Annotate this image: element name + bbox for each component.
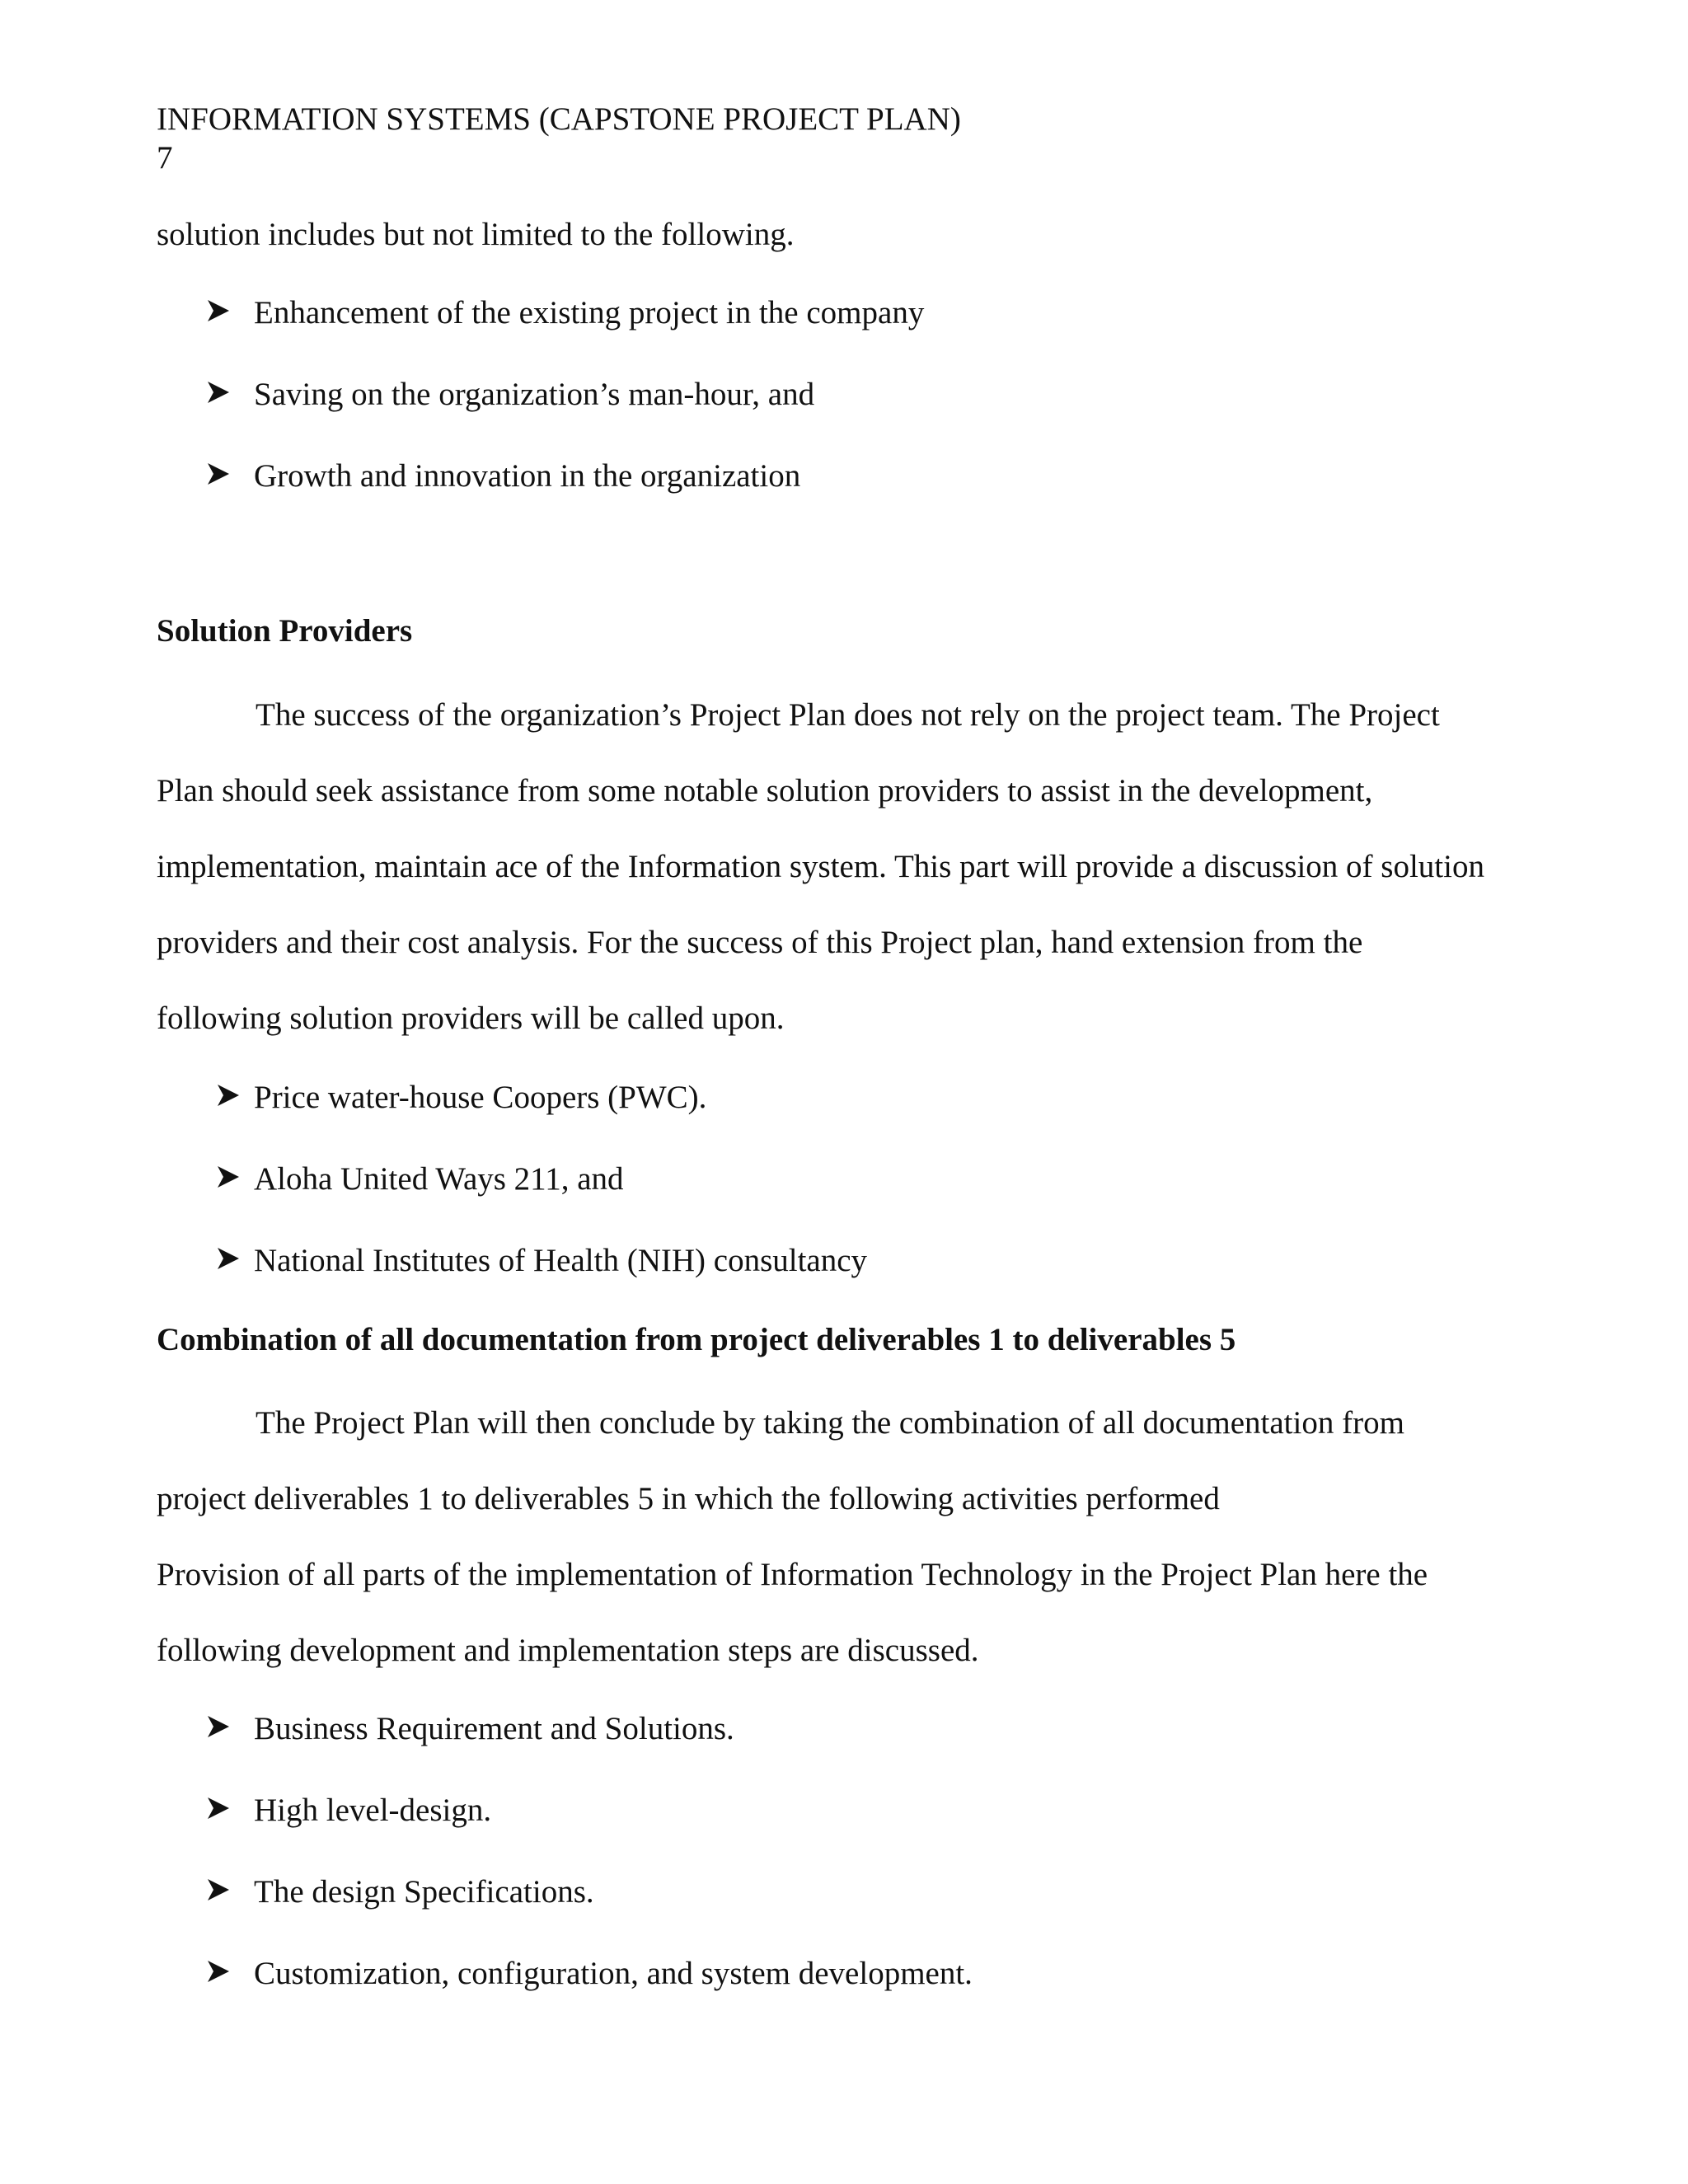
section-heading: Solution Providers — [157, 613, 413, 649]
list-item-text: Enhancement of the existing project in the company — [254, 295, 925, 330]
paragraph-line: project deliverables 1 to deliverables 5 in which the following activities performed — [157, 1481, 1220, 1516]
arrow-bullet-icon — [206, 380, 231, 405]
list-item-text: Saving on the organization’s man-hour, and — [254, 377, 815, 412]
arrow-bullet-icon — [216, 1083, 241, 1108]
section-heading: Combination of all documentation from project deliverables 1 to deliverables 5 — [157, 1322, 1236, 1357]
arrow-bullet-icon — [206, 1714, 231, 1739]
arrow-bullet-icon — [216, 1165, 241, 1189]
list-item — [0, 1081, 1688, 1118]
paragraph-line: following solution providers will be called upon. — [157, 1001, 785, 1036]
intro-paragraph: solution includes but not limited to the following. — [157, 217, 795, 252]
list-item-text: Aloha United Ways 211, and — [254, 1161, 624, 1197]
list-item-text: The design Specifications. — [254, 1874, 594, 1910]
list-item — [0, 1163, 1688, 1199]
list-item — [0, 1876, 1688, 1912]
paragraph-line: providers and their cost analysis. For the success of this Project plan, hand extension from the — [157, 925, 1363, 960]
paragraph-line: The success of the organization’s Project Plan does not rely on the project team. The Project — [256, 697, 1440, 733]
page-number: 7 — [157, 140, 173, 176]
list-item-text: National Institutes of Health (NIH) consultancy — [254, 1243, 868, 1278]
arrow-bullet-icon — [206, 1796, 231, 1821]
list-item — [0, 378, 1688, 415]
paragraph-line: Plan should seek assistance from some notable solution providers to assist in the development, — [157, 773, 1373, 808]
arrow-bullet-icon — [206, 298, 231, 323]
paragraph-line: following development and implementation steps are discussed. — [157, 1633, 979, 1668]
arrow-bullet-icon — [206, 462, 231, 486]
paragraph-line: implementation, maintain ace of the Information system. This part will provide a discussion of solution — [157, 849, 1484, 884]
arrow-bullet-icon — [206, 1959, 231, 1984]
list-item — [0, 1794, 1688, 1830]
list-item — [0, 1244, 1688, 1281]
list-item — [0, 297, 1688, 333]
list-item-text: Business Requirement and Solutions. — [254, 1711, 734, 1746]
paragraph-line: The Project Plan will then conclude by taking the combination of all documentation from — [256, 1405, 1404, 1441]
list-item-text: Price water-house Coopers (PWC). — [254, 1080, 707, 1115]
list-item — [0, 460, 1688, 496]
arrow-bullet-icon — [206, 1877, 231, 1902]
arrow-bullet-icon — [216, 1246, 241, 1271]
list-item-text: Growth and innovation in the organization — [254, 458, 801, 494]
running-head: INFORMATION SYSTEMS (CAPSTONE PROJECT PLAN) — [157, 101, 961, 137]
list-item — [0, 1957, 1688, 1994]
list-item — [0, 1713, 1688, 1749]
list-item-text: Customization, configuration, and system development. — [254, 1956, 973, 1991]
paragraph-line: Provision of all parts of the implementation of Information Technology in the Project Plan here the — [157, 1557, 1428, 1592]
list-item-text: High level-design. — [254, 1793, 492, 1828]
